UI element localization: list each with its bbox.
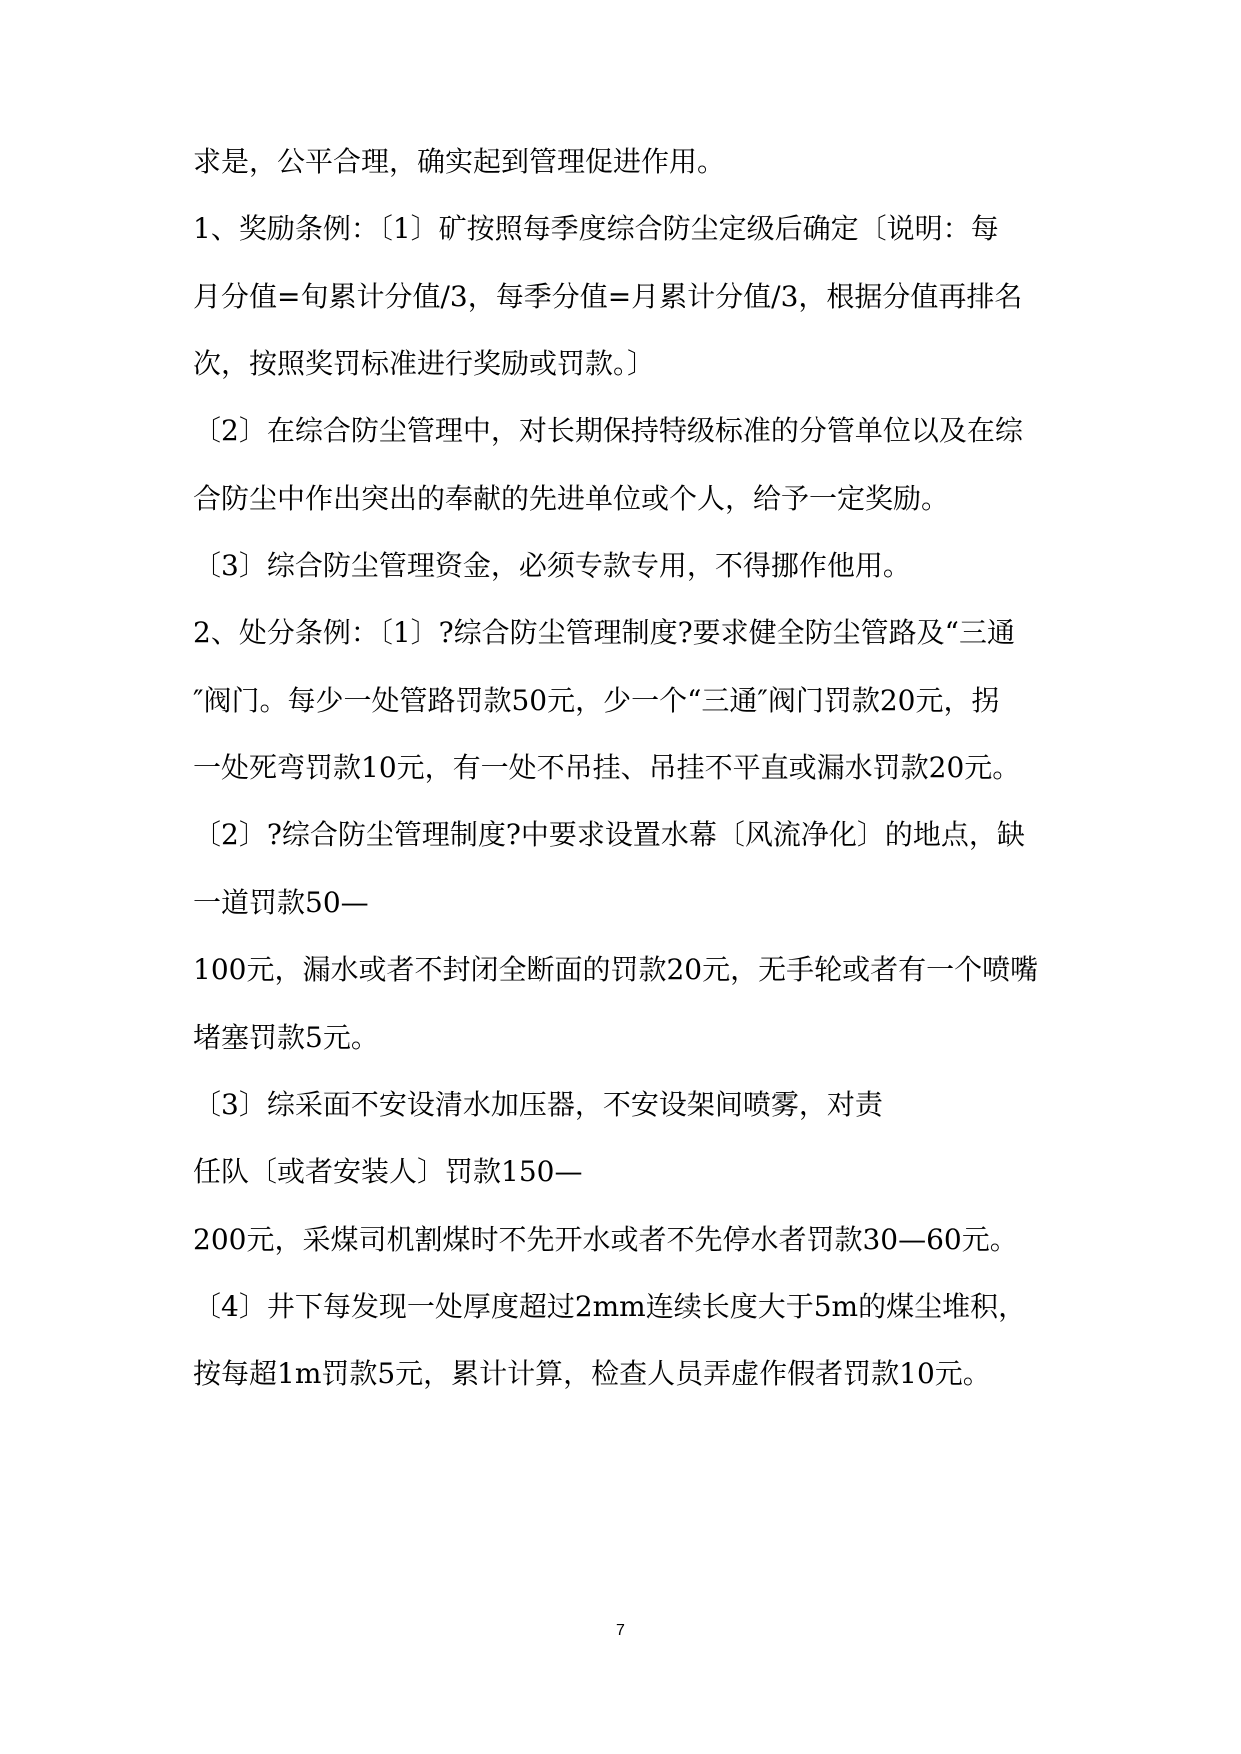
text-line: 1、奖励条例：〔1〕矿按照每季度综合防尘定级后确定〔说明：每: [193, 212, 999, 245]
text-line: 按每超1m罚款5元，累计计算，检查人员弄虚作假者罚款10元。: [193, 1357, 991, 1390]
text-line: 〔4〕井下每发现一处厚度超过2mm连续长度大于5m的煤尘堆积，: [193, 1290, 1027, 1323]
text-line: 100元，漏水或者不封闭全断面的罚款20元，无手轮或者有一个喷嘴: [193, 953, 1039, 986]
text-line: 2、处分条例：〔1〕?综合防尘管理制度?要求健全防尘管路及“三通: [193, 616, 1015, 649]
text-line: 次，按照奖罚标准进行奖励或罚款。〕: [193, 347, 656, 380]
text-line: 〔3〕综采面不安设清水加压器，不安设架间喷雾，对责: [193, 1088, 883, 1121]
text-line: 堵塞罚款5元。: [193, 1021, 379, 1054]
text-line: 〔2〕在综合防尘管理中，对长期保持特级标准的分管单位以及在综: [193, 414, 1023, 447]
text-line: 〔3〕综合防尘管理资金，必须专款专用，不得挪作他用。: [193, 549, 911, 582]
text-line: 合防尘中作出突出的奉献的先进单位或个人，给予一定奖励。: [193, 482, 950, 515]
text-line: 求是，公平合理，确实起到管理促进作用。: [193, 145, 726, 178]
text-line: 200元，采煤司机割煤时不先开水或者不先停水者罚款30—60元。: [193, 1223, 1018, 1256]
page-number: 7: [616, 1622, 625, 1639]
text-line: 月分值=旬累计分值/3，每季分值=月累计分值/3，根据分值再排名: [193, 280, 1023, 313]
text-line: 一道罚款50—: [193, 886, 369, 919]
text-line: 〔2〕?综合防尘管理制度?中要求设置水幕〔风流净化〕的地点，缺: [193, 818, 1025, 851]
text-line: 任队〔或者安装人〕罚款150—: [193, 1155, 583, 1188]
text-line: 一处死弯罚款10元，有一处不吊挂、吊挂不平直或漏水罚款20元。: [193, 751, 1021, 784]
text-line: ″阀门。每少一处管路罚款50元，少一个“三通″阀门罚款20元，拐: [193, 684, 1000, 717]
